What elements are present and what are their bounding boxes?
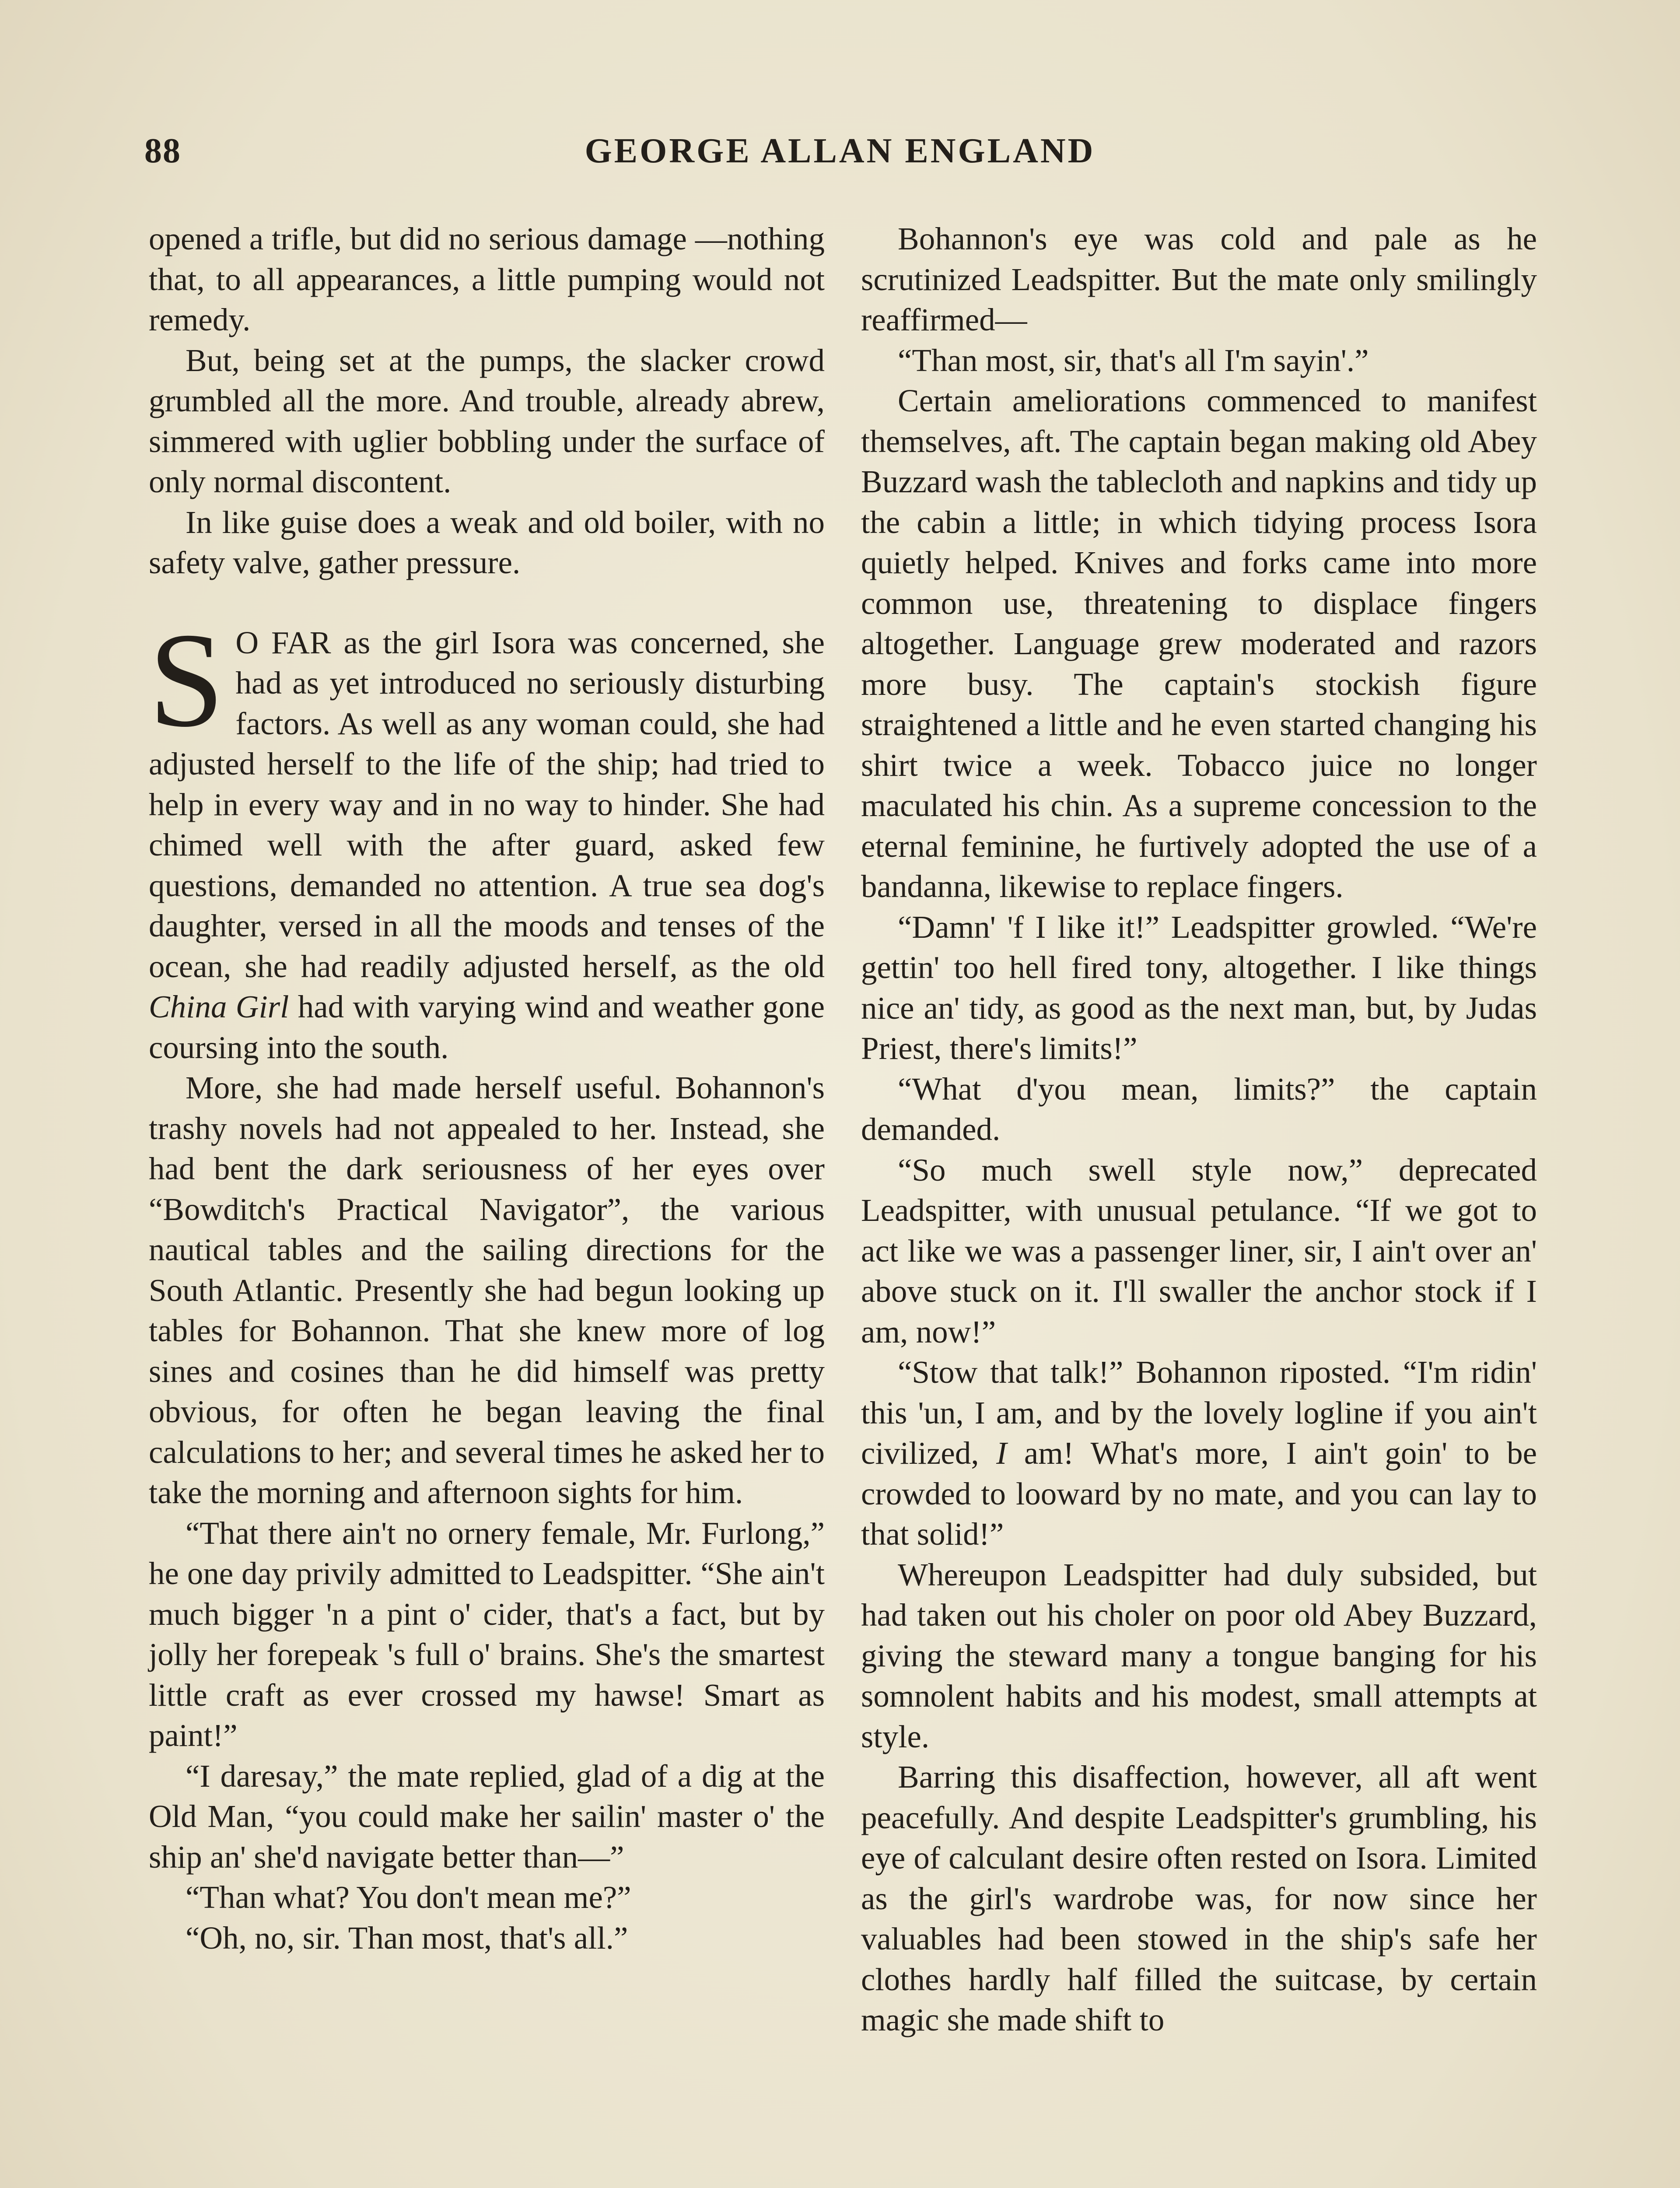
paragraph: More, she had made herself useful. Bohannon's trashy novels had not appealed to her. Instead, she had bent the dark seriousness of her eyes over “Bowditch's Practical Navigator”, the various nautical tables and the sailing directions for the South Atlantic. Presently she had begun looking up tables for Bohannon. That she knew more of log sines and cosines than he did himself was pretty obvious, for often he began leaving the final calculations to her; and several times he asked her to take the morning and afternoon sights for him. xyxy=(149,1070,825,1510)
ship-name: China Girl xyxy=(149,989,289,1024)
drop-cap-paragraph xyxy=(149,605,825,1068)
page-header xyxy=(144,131,1536,184)
paragraph: But, being set at the pumps, the slacker crowd grumbled all the more. And trouble, already abrew, simmered with uglier bobbling under the surface of only normal discontent. xyxy=(149,342,825,499)
paragraph: “So much swell style now,” deprecated Leadspitter, with unusual petulance. “If we got to act like we was a passenger liner, sir, I ain't over an' above stuck on it. I'll swaller the anchor stock if I am, now!” xyxy=(861,1152,1537,1350)
running-head: GEORGE ALLAN ENGLAND xyxy=(584,132,1096,170)
emphasis: I xyxy=(996,1435,1007,1471)
paragraph-text: “Stow that talk!” Bohannon riposted. “I'm ridin' this 'un, I am, and by the lovely logline if you ain't civilized, xyxy=(861,1354,1537,1471)
paragraph: Certain ameliorations commenced to manifest themselves, aft. The captain began making old Abey Buzzard wash the tablecloth and napkins and tidy up the cabin a little; in which tidying process Isora quietly helped. Knives and forks came into more common use, threatening to displace fingers altogether. Language grew moderated and razors more busy. The captain's stockish figure straightened a little and he even started changing his shirt twice a week. Tobacco juice no longer maculated his chin. As a supreme concession to the eternal feminine, he furtively adopted the use of a bandanna, likewise to replace fingers. xyxy=(861,383,1537,904)
paragraph: Whereupon Leadspitter had duly subsided, but had taken out his choler on poor old Abey Buzzard, giving the steward many a tongue banging for his somnolent habits and his modest, small attempts at style. xyxy=(861,1557,1537,1754)
paragraph: “Damn' 'f I like it!” Leadspitter growled. “We're gettin' too hell fired tony, altogether. I like things nice an' tidy, as good as the next man, but, by Judas Priest, there's limits!” xyxy=(861,909,1537,1066)
paragraph-text: am! What's more, I ain't goin' to be crowded to looward by no mate, and you can lay to that solid!” xyxy=(861,1435,1537,1552)
paragraph: “That there ain't no ornery female, Mr. Furlong,” he one day privily admitted to Leadspitter. “She ain't much bigger 'n a pint o' cider, that's a fact, but by jolly her forepeak 's full o' brains. She's the smartest little craft as ever crossed my hawse! Smart as paint!” xyxy=(149,1515,825,1753)
paragraph: “I daresay,” the mate replied, glad of a dig at the Old Man, “you could make her sailin' master o' the ship an' she'd navigate better than—” xyxy=(149,1758,825,1875)
paragraph: “Than what? You don't mean me?” xyxy=(186,1879,631,1915)
page-number: 88 xyxy=(144,132,181,170)
paragraph: “Than most, sir, that's all I'm sayin'.” xyxy=(898,342,1369,378)
paragraph: “What d'you mean, limits?” the captain demanded. xyxy=(861,1071,1537,1147)
paragraph: In like guise does a weak and old boiler, with no safety valve, gather pressure. xyxy=(149,504,825,580)
paragraph-text: O FAR as the girl Isora was concerned, she had as yet introduced no seriously disturbing factors. As well as any woman could, she had adjusted herself to the life of the ship; had tried to help in every way and in no way to hinder. She had chimed well with the after guard, asked few questions, demanded no attention. A true sea dog's daughter, versed in all the moods and tenses of the ocean, she had readily adjusted herself, as the old xyxy=(149,624,825,984)
left-column xyxy=(149,219,825,1958)
paragraph-text: had with varying wind and weather gone coursing into the south. xyxy=(149,989,825,1065)
paragraph xyxy=(861,1352,1537,1555)
drop-cap: S xyxy=(149,605,224,755)
right-column xyxy=(861,219,1537,2041)
paragraph: opened a trifle, but did no serious damage —nothing that, to all appearances, a little pumping would not remedy. xyxy=(149,221,825,337)
paragraph: Bohannon's eye was cold and pale as he scrutinized Leadspitter. But the mate only smilingly reaffirmed— xyxy=(861,221,1537,337)
paragraph: Barring this disaffection, however, all aft went peacefully. And despite Leadspitter's grumbling, his eye of calculant desire often rested on Isora. Limited as the girl's wardrobe was, for now since her valuables had been stowed in the ship's safe her clothes hardly half filled the suitcase, by certain magic she made shift to xyxy=(861,1759,1537,2037)
paragraph: “Oh, no, sir. Than most, that's all.” xyxy=(186,1920,628,1956)
